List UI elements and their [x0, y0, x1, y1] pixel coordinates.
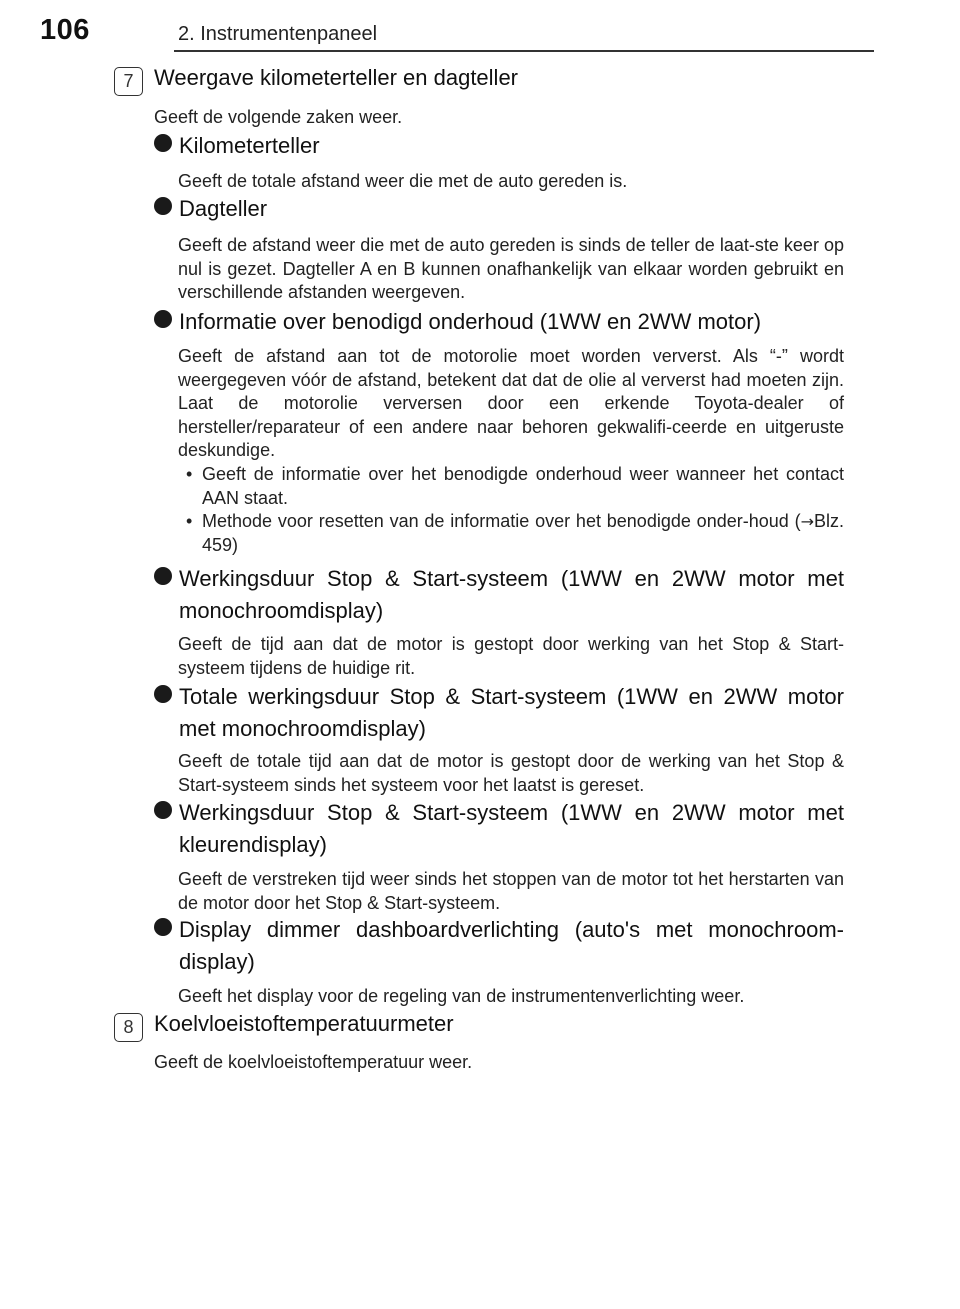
- bullet-item-werkingsduur-kleur: [154, 797, 844, 861]
- bullet-body: Geeft de verstreken tijd weer sinds het stoppen van de motor tot het herstarten van de motor door het Stop & Start-systeem.: [178, 869, 844, 913]
- sub-item: [178, 510, 844, 557]
- bullet-item-totale-werkingsduur: [154, 681, 844, 745]
- reference-close: ): [232, 534, 239, 555]
- sub-list: [178, 463, 844, 557]
- bullet-title: Dagteller: [179, 196, 268, 221]
- bullet-dot: [154, 918, 172, 936]
- sub-item-text: Methode voor resetten van de informatie over het benodigde onder-houd (: [202, 511, 801, 531]
- bullet-item-kilometerteller: [154, 130, 844, 162]
- chapter-title: 2. Instrumentenpaneel: [178, 23, 378, 45]
- bullet-item-werkingsduur-mono: [154, 563, 844, 627]
- page-header: [0, 0, 960, 52]
- bullet-dot: [154, 310, 172, 328]
- bullet-item-onderhoud: [154, 306, 844, 338]
- arrow-right-icon: →: [800, 512, 814, 531]
- sub-item: [178, 463, 844, 510]
- bullet-body: Geeft de totale afstand weer die met de auto gereden is.: [178, 171, 628, 191]
- section-description: Geeft de volgende zaken weer.: [154, 107, 403, 127]
- sub-bullet: •: [186, 511, 193, 531]
- header-rule: [174, 50, 874, 52]
- section-8-heading: [114, 1011, 454, 1042]
- bullet-title: Display dimmer dashboardverlichting (auto's met monochroom-display): [179, 917, 844, 974]
- bullet-title: Kilometerteller: [179, 133, 320, 158]
- bullet-dot: [154, 134, 172, 152]
- section-title: Koelvloeistoftemperatuurmeter: [154, 1011, 454, 1036]
- section-marker: 7: [114, 67, 143, 96]
- bullet-title: Informatie over benodigd onderhoud (1WW en 2WW motor): [179, 309, 762, 334]
- bullet-dot: [154, 197, 172, 215]
- page-reference-link[interactable]: Blz. 459: [202, 511, 844, 555]
- sub-bullet: •: [186, 464, 193, 484]
- sub-item-text: Geeft de informatie over het benodigde onderhoud weer wanneer het contact AAN staat.: [202, 464, 844, 508]
- bullet-dot: [154, 801, 172, 819]
- bullet-body: Geeft de afstand weer die met de auto gereden is sinds de teller de laat-ste keer op nul is gezet. Dagteller A en B kunnen onafhankelijk van elkaar worden gebruikt en verschillende afstanden weergeven.: [178, 235, 844, 302]
- section-7-heading: [114, 65, 518, 96]
- bullet-body: Geeft het display voor de regeling van de instrumentenverlichting weer.: [178, 986, 745, 1006]
- bullet-body: Geeft de afstand aan tot de motorolie moet worden ververst. Als “-” wordt weergegeven vóór de afstand, betekent dat dat de olie al ververst had moeten zijn. Laat de motorolie verversen door een erkende Toyota-dealer of hersteller/reparateur of een andere naar behoren gekwalifi-ceerde en uitgeruste deskundige.: [178, 346, 844, 460]
- bullet-body: Geeft de totale tijd aan dat de motor is gestopt door de werking van het Stop & Start-systeem sinds het systeem voor het laatst is gereset.: [178, 751, 844, 795]
- section-description: Geeft de koelvloeistoftemperatuur weer.: [154, 1052, 473, 1072]
- bullet-body: Geeft de tijd aan dat de motor is gestopt door werking van het Stop & Start-systeem tijdens de huidige rit.: [178, 634, 844, 678]
- bullet-title: Werkingsduur Stop & Start-systeem (1WW en 2WW motor met monochroomdisplay): [179, 566, 844, 623]
- bullet-item-dagteller: [154, 193, 844, 225]
- bullet-title: Totale werkingsduur Stop & Start-systeem (1WW en 2WW motor met monochroomdisplay): [179, 684, 844, 741]
- bullet-dot: [154, 685, 172, 703]
- section-title: Weergave kilometerteller en dagteller: [154, 65, 518, 90]
- bullet-item-display-dimmer: [154, 914, 844, 978]
- bullet-dot: [154, 567, 172, 585]
- page-number: 106: [40, 14, 90, 46]
- bullet-title: Werkingsduur Stop & Start-systeem (1WW en 2WW motor met kleurendisplay): [179, 800, 844, 857]
- section-marker: 8: [114, 1013, 143, 1042]
